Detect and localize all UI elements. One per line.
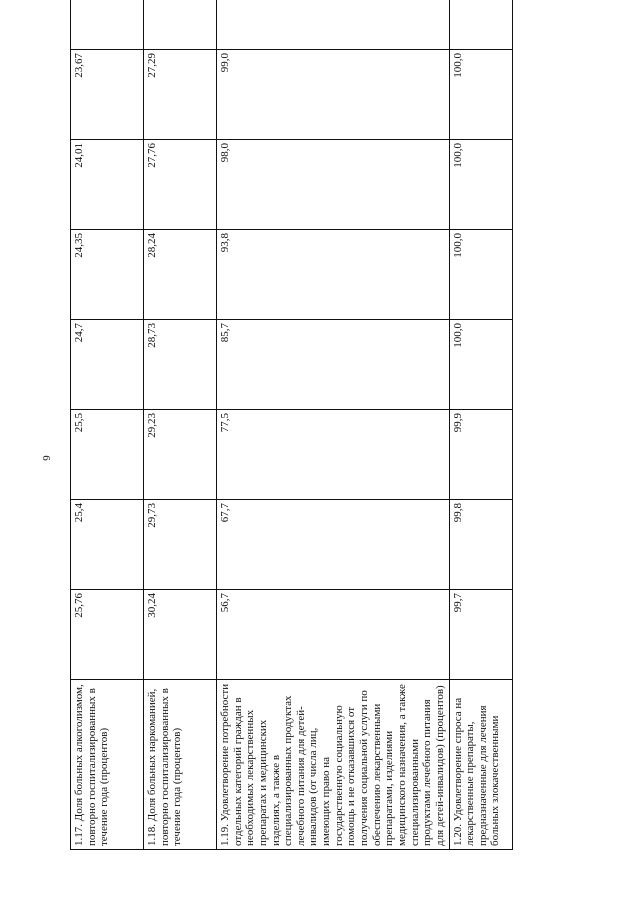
- table-cell: 99,0: [217, 50, 450, 140]
- table-row: [71, 0, 144, 850]
- row-label: 1.18. Доля больных наркоманией, повторно госпитализированных в течение года (процентов): [144, 680, 217, 850]
- table-cell: 30,24: [144, 590, 217, 680]
- table-row: [449, 0, 512, 850]
- table-cell: 98,0: [217, 140, 450, 230]
- table-cell: 29,73: [144, 500, 217, 590]
- table-cell: [217, 0, 450, 50]
- row-label: 1.20. Удовлетворение спроса на лекарственные препараты, предназначенные для лечения больных злокачественными: [449, 680, 512, 850]
- table-cell: 25,5: [71, 410, 144, 500]
- table-cell: 77,5: [217, 410, 450, 500]
- table-cell: 100,0: [449, 320, 512, 410]
- table-cell: 99,7: [449, 590, 512, 680]
- table-cell: [449, 0, 512, 50]
- row-label: 1.19. Удовлетворение потребности отдельных категорий граждан в необходимых лекарственных препаратах и медицинских изделиях, а также в специализированных продуктах лечебного питания для детей-инвалидов (от числа лиц, имеющих право на государственную социальную помощь и не отказавшихся от получения социальной услуги по обеспечению лекарственными препаратами, изделиями медицинского назначения, а также специализированными продуктами лечебного питания для детей-инвалидов) (процентов): [217, 680, 450, 850]
- row-label: 1.17. Доля больных алкоголизмом, повторно госпитализированных в течение года (процентов): [71, 680, 144, 850]
- table-cell: 99,9: [449, 410, 512, 500]
- table-cell: 99,8: [449, 500, 512, 590]
- table-cell: 28,73: [144, 320, 217, 410]
- table-row: [217, 0, 450, 850]
- table-cell: 93,8: [217, 230, 450, 320]
- table-cell: 23,67: [71, 50, 144, 140]
- table-cell: 100,0: [449, 140, 512, 230]
- table-cell: 24,35: [71, 230, 144, 320]
- table-cell: 27,76: [144, 140, 217, 230]
- rotated-table-container: [70, 50, 540, 850]
- table-cell: 25,4: [71, 500, 144, 590]
- table-cell: 29,23: [144, 410, 217, 500]
- table-cell: 24,01: [71, 140, 144, 230]
- table-cell: 25,76: [71, 590, 144, 680]
- table-cell: 85,7: [217, 320, 450, 410]
- table-cell: 28,24: [144, 230, 217, 320]
- table-cell: 56,7: [217, 590, 450, 680]
- table-cell: 67,7: [217, 500, 450, 590]
- table-cell: [71, 0, 144, 50]
- table-cell: 100,0: [449, 50, 512, 140]
- table-row: [144, 0, 217, 850]
- table-cell: [144, 0, 217, 50]
- table-cell: 100,0: [449, 230, 512, 320]
- page-number: 6: [40, 455, 52, 461]
- indicators-table: [70, 0, 513, 850]
- table-cell: 27,29: [144, 50, 217, 140]
- table-cell: 24,7: [71, 320, 144, 410]
